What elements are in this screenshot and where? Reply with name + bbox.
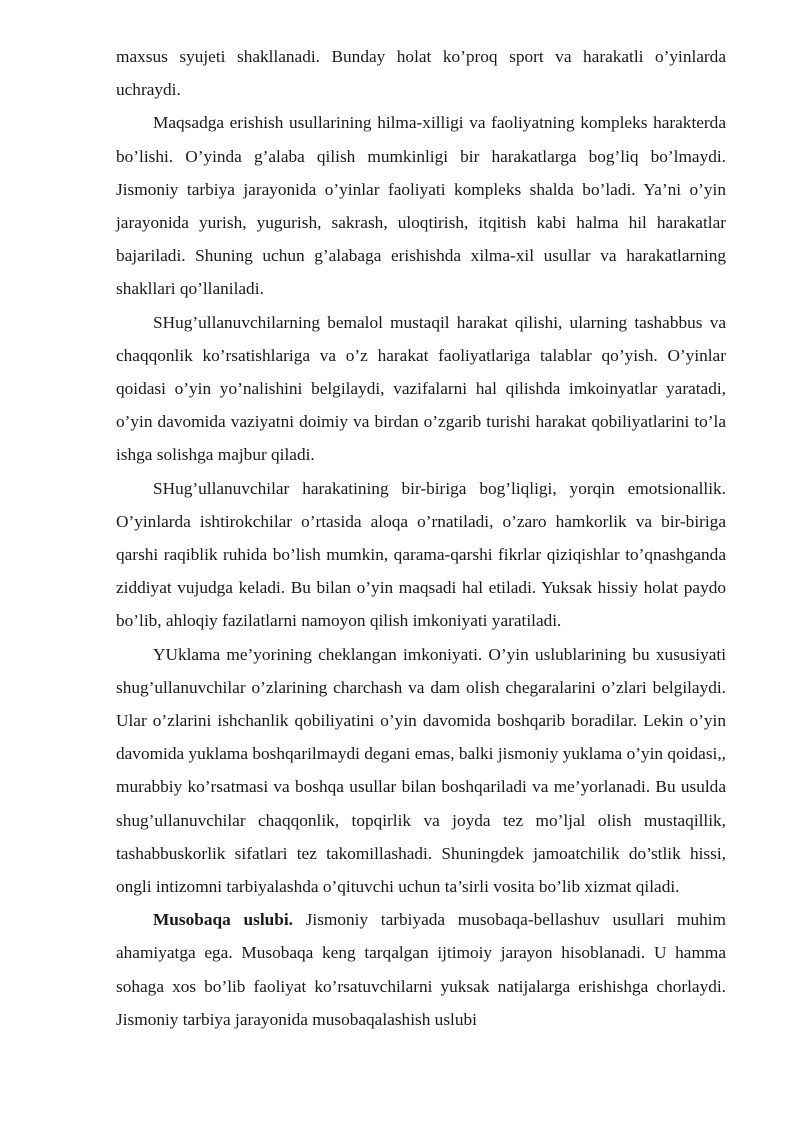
section-heading-musobaqa: Musobaqa uslubi.	[153, 910, 293, 930]
paragraph-2: Maqsadga erishish usullarining hilma-xilligi va faoliyatning kompleks harakterda bo’lishi. O’yinda g’alaba qilish mumkinligi bir harakatlarga bog’liq bo’lmaydi. Jismoniy tarbiya jarayonida o’yinlar faoliyati kompleks shalda bo’ladi. Ya’ni o’yin jarayonida yurish, yugurish, sakrash, uloqtirish, itqitish kabi halma hil harakatlar bajariladi. Shuning uchun g’alabaga erishishda xilma-xil usullar va harakatlarning shakllari qo’llaniladi.	[116, 113, 726, 299]
paragraph-5: YUklama me’yorining cheklangan imkoniyati. O’yin uslublarining bu xususiyati shug’ullanuvchilar o’zlarining charchash va dam olish chegaralarini o’zlari belgilaydi. Ular o’zlarini ishchanlik qobiliyatini o’yin davomida boshqarib boradilar. Lekin o’yin davomida yuklama boshqarilmaydi degani emas, balki jismoniy yuklama o’yin qoidasi,, murabbiy ko’rsatmasi va boshqa usullar bilan boshqariladi va me’yorlanadi. Bu usulda shug’ullanuvchilar chaqqonlik, topqirlik va joyda tez mo’ljal olish mustaqillik, tashabbuskorlik sifatlari tez takomillashadi. Shuningdek jamoatchilik do’stlik hissi, ongli intizomni tarbiyalashda o’qituvchi uchun ta’sirli vosita bo’lib xizmat qiladi.	[116, 644, 726, 897]
paragraph-6	[116, 903, 726, 1036]
paragraph-6-text: Jismoniy tarbiyada musobaqa-bellashuv usullari muhim ahamiyatga ega. Musobaqa keng tarqalgan ijtimoiy jarayon hisoblanadi. U hamma sohaga xos bo’lib faoliyat ko’rsatuvchilarni yuksak natijalarga erishishga chorlaydi. Jismoniy tarbiya jarayonida musobaqalashish uslubi	[116, 910, 726, 1029]
paragraph-4: SHug’ullanuvchilar harakatining bir-biriga bog’liqligi, yorqin emotsionallik. O’yinlarda ishtirokchilar o’rtasida aloqa o’rnatiladi, o’zaro hamkorlik va bir-biriga qarshi raqiblik ruhida bo’lish mumkin, qarama-qarshi fikrlar qiziqishlar to’qnashganda ziddiyat vujudga keladi. Bu bilan o’yin maqsadi hal etiladi. Yuksak hissiy holat paydo bo’lib, ahloqiy fazilatlarni namoyon qilish imkoniyati yaratiladi.	[116, 478, 726, 631]
document-page	[116, 40, 726, 1036]
paragraph-1: maxsus syujeti shakllanadi. Bunday holat ko’proq sport va harakatli o’yinlarda uchraydi.	[116, 47, 726, 100]
paragraph-3: SHug’ullanuvchilarning bemalol mustaqil harakat qilishi, ularning tashabbus va chaqqonlik ko’rsatishlariga va o’z harakat faoliyatlariga talablar qo’yish. O’yinlar qoidasi o’yin yo’nalishini belgilaydi, vazifalarni hal qilishda imkoinyatlar yaratadi, o’yin davomida vaziyatni doimiy va birdan o’zgarib turishi harakat qobiliyatlarini to’la ishga solishga majbur qiladi.	[116, 312, 726, 465]
